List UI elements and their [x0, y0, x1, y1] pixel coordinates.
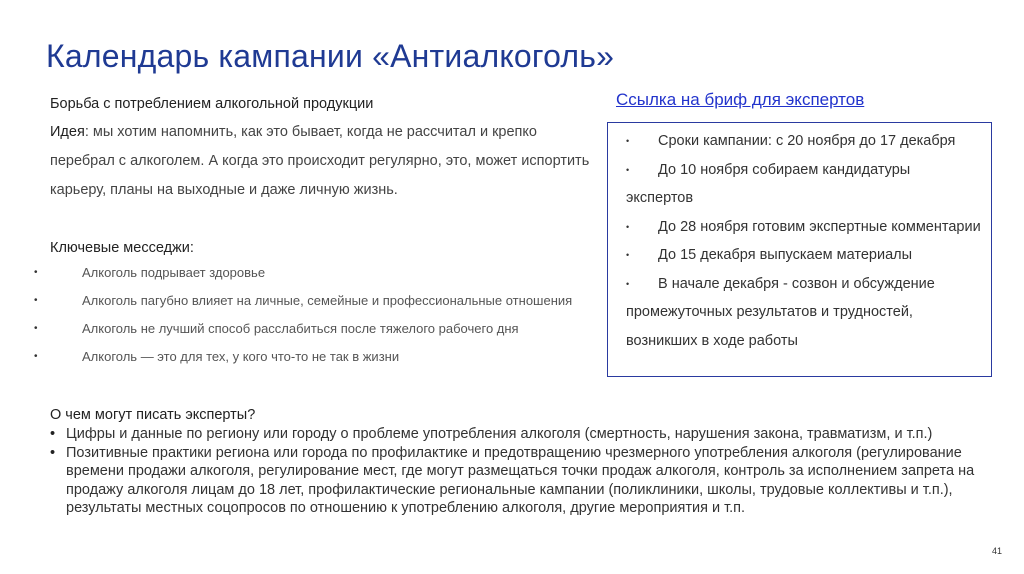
idea-text: : мы хотим напомнить, как это бывает, когда не рассчитал и крепко перебрал с алкоголем. А когда это происходит регулярно, это, может испортить карьеру, планы на выходные и даже личную жизнь. — [50, 124, 590, 198]
list-item: • В начале декабря - созвон и обсуждение промежуточных результатов и трудностей, возникших в ходе работы — [626, 270, 981, 356]
bullet-icon: • — [626, 221, 630, 232]
list-item: • Алкоголь не лучший способ расслабиться после тяжелого рабочего дня — [34, 316, 574, 341]
list-item: • До 10 ноября собираем кандидатуры экспертов — [626, 156, 981, 213]
bullet-icon: • — [626, 250, 630, 261]
key-messages-title: Ключевые месседжи: — [50, 240, 194, 256]
experts-block — [50, 406, 980, 518]
idea-label: Идея — [50, 124, 85, 140]
list-item: • Алкоголь подрывает здоровье — [34, 260, 574, 285]
bullet-icon: • — [626, 164, 630, 175]
key-messages-list — [34, 260, 574, 372]
list-item: • До 28 ноября готовим экспертные комментарии — [626, 213, 981, 242]
experts-title: О чем могут писать эксперты? — [50, 407, 256, 423]
slide-subtitle: Борьба с потреблением алкогольной продукции — [50, 96, 374, 112]
schedule-list — [626, 127, 981, 355]
list-item: • Цифры и данные по региону или городу о проблеме употребления алкоголя (смертность, нарушения закона, травматизм, и т.п.) — [50, 425, 980, 444]
list-item: • Алкоголь пагубно влияет на личные, семейные и профессиональные отношения — [34, 288, 574, 313]
brief-link[interactable]: Ссылка на бриф для экспертов — [616, 90, 865, 109]
intro-block — [50, 94, 590, 205]
bullet-icon: • — [626, 278, 630, 289]
schedule-box — [607, 122, 992, 377]
list-item: • Сроки кампании: с 20 ноября до 17 декабря — [626, 127, 981, 156]
page-number: 41 — [991, 546, 1002, 556]
list-item: • До 15 декабря выпускаем материалы — [626, 241, 981, 270]
list-item: • Позитивные практики региона или города по профилактике и предотвращению чрезмерного употребления алкоголя (регулирование времени продажи алкоголя, регулирование мест, где могут размещаться точки продаж алкоголя, контроль за исполнением запрета на продажу алкоголя лицам до 18 лет, профилактические региональные кампании (поликлиники, школы, трудовые коллективы и т.п.), результаты местных соцопросов по отношению к употреблению алкоголя, другие мероприятия и т.п. — [50, 444, 980, 518]
experts-list — [50, 425, 980, 518]
slide-title: Календарь кампании «Антиалкоголь» — [46, 38, 615, 74]
bullet-icon: • — [626, 136, 630, 146]
list-item: • Алкоголь — это для тех, у кого что-то не так в жизни — [34, 344, 574, 369]
idea-paragraph — [50, 118, 590, 205]
